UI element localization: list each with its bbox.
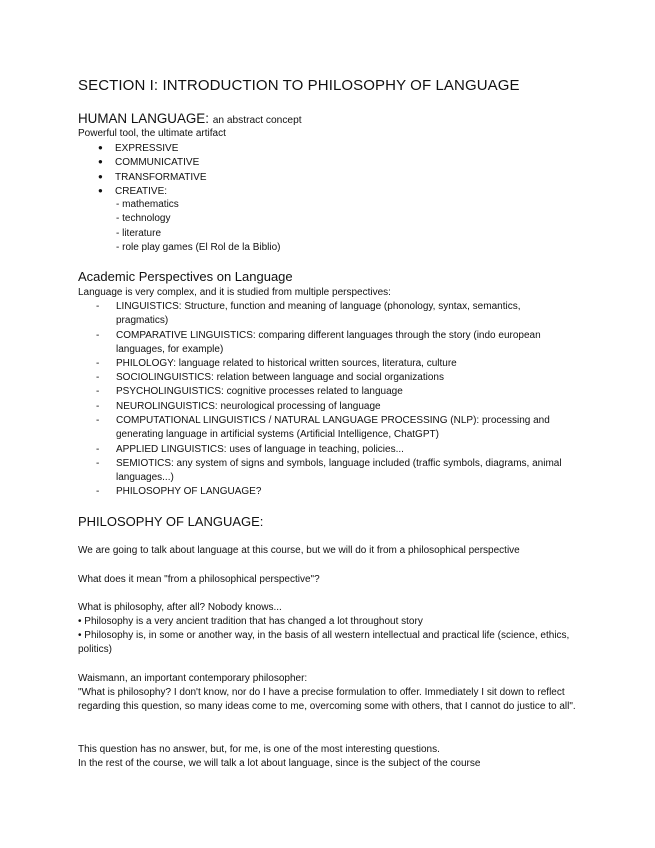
- creative-item: - literature: [116, 228, 162, 239]
- dash-marker: -: [96, 486, 100, 497]
- bullet-item: [98, 141, 178, 156]
- bullet-item: [98, 170, 206, 185]
- philosophy-paragraph: We are going to talk about language at this course, but we will do it from a philosophical perspective: [78, 545, 520, 556]
- philosophy-bullet: • Philosophy is a very ancient tradition that has changed a lot throughout story: [78, 616, 423, 627]
- dash-marker: -: [96, 401, 100, 412]
- section-title: SECTION I: INTRODUCTION TO PHILOSOPHY OF LANGUAGE: [78, 77, 520, 94]
- creative-item: - technology: [116, 213, 171, 224]
- bullet-text: TRANSFORMATIVE: [115, 172, 207, 183]
- bullet-item: [98, 155, 199, 170]
- perspective-item: PSYCHOLINGUISTICS: cognitive processes related to language: [116, 386, 403, 397]
- dash-marker: -: [96, 386, 100, 397]
- bullet-text: COMMUNICATIVE: [115, 157, 200, 168]
- academic-heading: Academic Perspectives on Language: [78, 269, 293, 284]
- bullet-dot-icon: ●: [98, 143, 103, 152]
- dash-marker: -: [96, 415, 100, 426]
- bullet-text: EXPRESSIVE: [115, 143, 179, 154]
- perspective-item: APPLIED LINGUISTICS: uses of language in teaching, policies...: [116, 444, 404, 455]
- perspective-item: LINGUISTICS: Structure, function and meaning of language (phonology, syntax, semantics, pragmatics): [116, 301, 521, 326]
- human-language-intro: Powerful tool, the ultimate artifact: [78, 128, 226, 139]
- perspective-item: PHILOLOGY: language related to historical written sources, literatura, culture: [116, 358, 457, 369]
- waismann-quote: "What is philosophy? I don't know, nor do I have a precise formulation to offer. Immediately I sit down to reflect regarding this question, so many ideas come to me, overcoming some with others, that I cannot do justice to all".: [78, 687, 576, 712]
- perspective-item: NEUROLINGUISTICS: neurological processing of language: [116, 401, 381, 412]
- creative-item: - mathematics: [116, 199, 179, 210]
- dash-marker: -: [96, 358, 100, 369]
- philosophy-paragraph: This question has no answer, but, for me, is one of the most interesting questions.: [78, 744, 440, 755]
- human-language-subheading: an abstract concept: [212, 115, 302, 126]
- philosophy-paragraph: What is philosophy, after all? Nobody knows...: [78, 602, 282, 613]
- perspective-item: SOCIOLINGUISTICS: relation between language and social organizations: [116, 372, 444, 383]
- perspective-item: PHILOSOPHY OF LANGUAGE?: [116, 486, 262, 497]
- philosophy-paragraph: Waismann, an important contemporary philosopher:: [78, 673, 308, 684]
- philosophy-bullet: • Philosophy is, in some or another way, in the basis of all western intellectual and practical life (science, ethics, politics): [78, 630, 570, 655]
- perspective-item: COMPARATIVE LINGUISTICS: comparing different languages through the story (indo european languages, for example): [116, 330, 541, 355]
- bullet-dot-icon: ●: [98, 157, 103, 166]
- bullet-text: CREATIVE:: [115, 186, 168, 197]
- dash-marker: -: [96, 372, 100, 383]
- bullet-dot-icon: ●: [98, 172, 103, 181]
- human-language-heading-text: HUMAN LANGUAGE:: [78, 111, 209, 126]
- philosophy-heading: PHILOSOPHY OF LANGUAGE:: [78, 514, 264, 529]
- human-language-heading: [78, 111, 302, 126]
- dash-marker: -: [96, 301, 100, 312]
- dash-marker: -: [96, 458, 100, 469]
- bullet-item: [98, 184, 167, 199]
- philosophy-paragraph: In the rest of the course, we will talk a lot about language, since is the subject of the course: [78, 758, 481, 769]
- creative-item: - role play games (El Rol de la Biblio): [116, 242, 281, 253]
- dash-marker: -: [96, 330, 100, 341]
- perspective-item: SEMIOTICS: any system of signs and symbols, language included (traffic symbols, diagrams, animal languages...): [116, 458, 562, 483]
- perspective-item: COMPUTATIONAL LINGUISTICS / NATURAL LANGUAGE PROCESSING (NLP): processing and generating language in artificial systems (Artificial Intelligence, ChatGPT): [116, 415, 550, 440]
- academic-intro: Language is very complex, and it is studied from multiple perspectives:: [78, 287, 391, 298]
- dash-marker: -: [96, 444, 100, 455]
- philosophy-paragraph: What does it mean "from a philosophical perspective"?: [78, 574, 320, 585]
- bullet-dot-icon: ●: [98, 186, 103, 195]
